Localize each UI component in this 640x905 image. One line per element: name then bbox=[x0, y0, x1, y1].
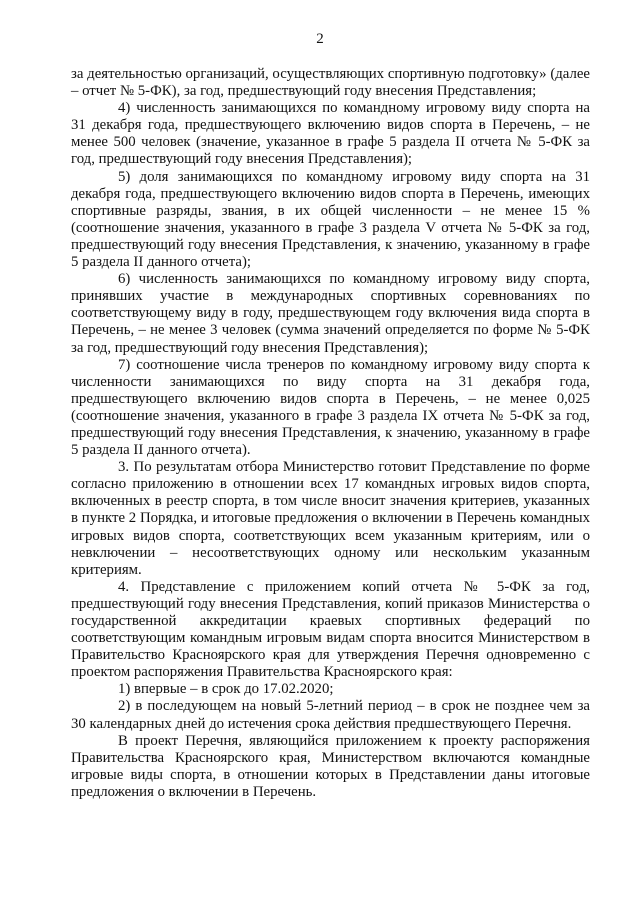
paragraph-item-3: 3. По результатам отбора Министерство готовит Представление по форме согласно приложению в отношении всех 17 командных игровых видов спорта, включенных в реестр спорта, в том числе вносит значения критериев, указанных в пункте 2 Порядка, и итоговые предложения о включении в Перечень командных игровых видов спорта, соответствующих всем указанным критериям, или о невключении – несоответствующих одному или нескольким указанным критериям. bbox=[71, 459, 590, 578]
paragraph-final: В проект Перечня, являющийся приложением к проекту распоряжения Правительства Красноярского края, Министерством включаются командные игровые виды спорта, в отношении которых в Представлении даны итоговые предложения о включении в Перечень. bbox=[71, 732, 590, 800]
paragraph-criterion-5: 5) доля занимающихся по командному игровому виду спорта на 31 декабря года, предшествующего включению видов спорта в Перечень, имеющих спортивные разряды, звания, в их общей численности – не менее 15 % (соотношение значения, указанного в графе 3 раздела V отчета № 5-ФК за год, предшествующий году внесения Представления, к значению, указанному в графе 5 раздела II данного отчета); bbox=[71, 168, 590, 271]
paragraph-subitem-2: 2) в последующем на новый 5-летний период – в срок не позднее чем за 30 календарных дней до истечения срока действия предшествующего Перечня. bbox=[71, 698, 590, 732]
paragraph-criterion-4: 4) численность занимающихся по командному игровому виду спорта на 31 декабря года, предшествующего включению видов спорта в Перечень, – не менее 500 человек (значение, указанное в графе 5 раздела II отчета № 5-ФК за год, предшествующий году внесения Представления); bbox=[71, 100, 590, 168]
document-body bbox=[71, 66, 590, 801]
paragraph-continuation: за деятельностью организаций, осуществляющих спортивную подготовку» (далее – отчет № 5-ФК), за год, предшествующий году внесения Представления; bbox=[71, 66, 590, 100]
paragraph-subitem-1: 1) впервые – в срок до 17.02.2020; bbox=[118, 681, 334, 698]
paragraph-criterion-6: 6) численность занимающихся по командному игровому виду спорта, принявших участие в международных спортивных соревнованиях по соответствующему виду в году, предшествующем году включения вида спорта в Перечень, – не менее 3 человек (сумма значений определяется по форме № 5-ФК за год, предшествующий году внесения Представления); bbox=[71, 271, 590, 356]
paragraph-criterion-7: 7) соотношение числа тренеров по командному игровому виду спорта к численности занимающихся по виду спорта на 31 декабря года, предшествующего включению видов спорта в Перечень, – не менее 0,025 (соотношение значения, указанного в графе 3 раздела IX отчета № 5-ФК за год, предшествующий году внесения Представления, к значению, указанному в графе 5 раздела II данного отчета). bbox=[71, 356, 590, 459]
page-number: 2 bbox=[316, 31, 324, 47]
paragraph-item-4: 4. Представление с приложением копий отчета № 5-ФК за год, предшествующий году внесения Представления, копий приказов Министерства о государственной аккредитации краевых спортивных федераций по соответствующим командным игровым видам спорта вносится Министерством в Правительство Красноярского края для утверждения Перечня одновременно с проектом распоряжения Правительства Красноярского края: bbox=[71, 578, 590, 681]
